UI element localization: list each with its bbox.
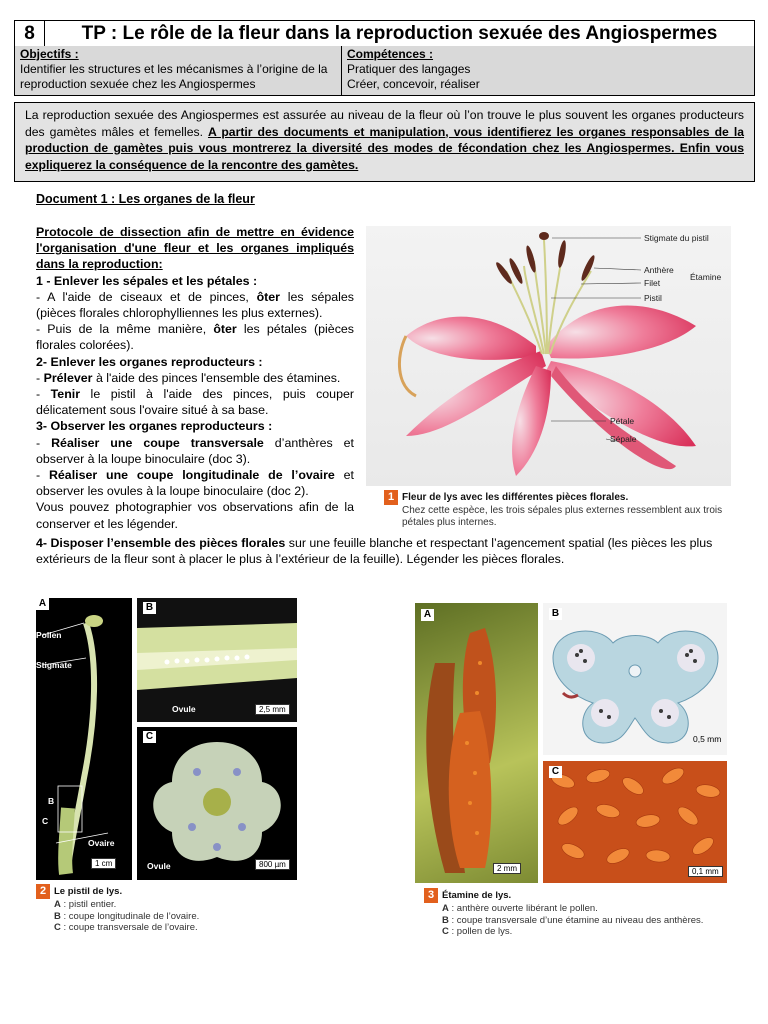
caption-line: : pistil entier. [63, 899, 117, 910]
title-bar [14, 20, 755, 47]
step-text: - [36, 468, 49, 483]
lily-illustration [366, 226, 731, 486]
label-stigmate: Stigmate du pistil [644, 233, 709, 243]
label-filet: Filet [644, 278, 661, 288]
step-text: à l'aide des pinces l'ensemble des étamines. [92, 370, 341, 385]
scale-bar: 0,5 mm [693, 734, 722, 744]
step-verb: Réaliser une coupe transversale [51, 435, 264, 450]
caption-title: Le pistil de lys. [54, 886, 123, 897]
label-anthere: Anthère [644, 265, 674, 275]
label-ovule-c: Ovule [147, 861, 171, 871]
step-verb: Réaliser une coupe longitudinale de l’ovaire [48, 468, 335, 483]
caption-text: Chez cette espèce, les trois sépales plus externes ressemblent aux trois pétales plus internes. [402, 505, 723, 528]
stamen-panel-c [543, 761, 727, 883]
label-mark-b: B [48, 796, 55, 806]
panel-label: B [143, 602, 156, 614]
panel-label: A [36, 598, 49, 610]
objectives-text: Identifier les structures et les mécanismes à l’origine de la reproduction sexuée chez les Angiospermes [20, 62, 328, 91]
skills-cell [342, 46, 754, 95]
step-text: et observer les ovules à la loupe binoculaire (doc 2). [36, 468, 354, 499]
caption-title: Étamine de lys. [442, 890, 512, 901]
pistil-drawing [36, 598, 132, 880]
step-1-title: 1 - Enlever les sépales et les pétales [36, 273, 250, 288]
caption-line: : anthère ouverte libérant le pollen. [451, 903, 598, 914]
panel-label: B [549, 608, 562, 620]
panel-label: A [421, 609, 434, 621]
caption-key: B [442, 914, 449, 926]
figure-3-caption [424, 888, 744, 938]
caption-key: A [442, 903, 449, 914]
panel-label: C [143, 731, 156, 743]
skill-item: Créer, concevoir, réaliser [347, 77, 480, 91]
skills-label: Compétences : [347, 47, 434, 61]
figure-number-badge: 3 [424, 888, 438, 903]
lily-figure [366, 226, 731, 486]
caption-key: C [442, 926, 449, 937]
intro-emphasis: A partir des documents et manipulation, vous identifierez les organes responsables de la production de gamètes puis vous montrerez la diversité des modes de fécondation chez les Angiospermes. Enfin vous expliquerez la conséquence de la rencontre des gamètes. [25, 124, 744, 172]
objectives-label: Objectifs : [20, 47, 79, 61]
pollen-grains [543, 761, 727, 883]
caption-key: C [54, 922, 61, 933]
step-text: - [36, 435, 52, 450]
objectives-cell [15, 46, 342, 95]
stamen-panel-b [543, 603, 727, 755]
step-3-title: 3- Observer les organes reproducteurs : [36, 419, 273, 434]
protocol-title: Protocole de dissection afin de mettre en évidence l'organisation d'une fleur et les organes impliqués dans la reproduction: [36, 225, 354, 272]
skill-item: Pratiquer des langages [347, 62, 471, 76]
label-pistil: Pistil [644, 293, 662, 303]
step-text: les pétales (pièces florales colorées). [36, 322, 354, 353]
label-ovule-b: Ovule [172, 704, 196, 714]
step-verb: ôter [213, 322, 237, 337]
scale-bar: 2 mm [493, 863, 521, 874]
scale-bar: 0,1 mm [688, 866, 723, 877]
caption-line: : coupe longitudinale de l’ovaire. [63, 910, 200, 922]
scale-bar: 1 cm [91, 858, 116, 869]
label-mark-c: C [42, 816, 49, 826]
step-2-title: 2- Enlever les organes reproducteurs : [36, 354, 263, 369]
step-text: Vous pouvez photographier vos observations afin de la conserver et les légender. [36, 500, 354, 531]
anther-cross-section [543, 603, 727, 755]
step-1-colon: : [249, 273, 258, 288]
anther-drawing [415, 603, 538, 883]
scale-bar: 800 µm [255, 859, 290, 870]
step-4-title: 4- Disposer l’ensemble des pièces florales [36, 536, 286, 550]
label-etamine: Étamine [690, 272, 722, 282]
page-title: TP : Le rôle de la fleur dans la reproduction sexuée des Angiospermes [81, 22, 718, 44]
protocol-text [36, 224, 354, 532]
step-text: les sépales (pièces florales chlorophylliennes les plus externes). [36, 289, 355, 321]
figure-number-badge: 1 [384, 490, 398, 505]
scale-bar: 2,5 mm [255, 704, 290, 715]
step-4-text: sur une feuille blanche et respectant l’agencement spatial (les pièces les plus extérieurs de la fleur sont à placer le plus à l’extérieur de la feuille). Légender les pièces florales. [36, 536, 713, 567]
intro-text: La reproduction sexuée des Angiospermes est assurée au niveau de la fleur où l’on trouve le plus souvent les organes producteurs des gamètes mâles et femelles. [25, 108, 744, 139]
panel-label: C [549, 766, 562, 778]
ovary-cross-section [137, 727, 297, 880]
step-text: d’anthères et observer à la loupe binoculaire (doc 3). [36, 435, 354, 466]
document-title: Document 1 : Les organes de la fleur [36, 192, 255, 206]
caption-line: : pollen de lys. [451, 926, 513, 937]
step-text: - [36, 370, 44, 385]
step-verb: ôter [256, 289, 280, 304]
objectives-row [14, 46, 755, 96]
step-verb: Tenir [50, 387, 81, 402]
caption-key: A [54, 899, 61, 910]
label-stigmate-2: Stigmate [36, 660, 72, 670]
step-4 [36, 535, 758, 567]
label-pollen: Pollen [36, 630, 62, 640]
pistil-panel-c [137, 727, 297, 880]
step-text: - Puis de la même manière, [36, 322, 214, 337]
step-text: - A l'aide de ciseaux et de pinces, [36, 289, 257, 304]
caption-line: : coupe transversale de l’ovaire. [63, 922, 198, 933]
figure-2-caption [36, 884, 306, 934]
label-ovaire: Ovaire [88, 838, 115, 848]
figure-1-caption [384, 490, 744, 529]
intro-box [14, 102, 755, 182]
label-petale: Pétale [610, 416, 635, 426]
step-verb: Prélever [43, 370, 93, 385]
pistil-panel-a [36, 598, 132, 880]
step-text: - [36, 387, 51, 402]
stamen-panel-a [415, 603, 538, 883]
caption-key: B [54, 910, 61, 922]
caption-line: : coupe transversale d’une étamine au niveau des anthères. [451, 914, 704, 926]
figure-number-badge: 2 [36, 884, 50, 899]
caption-title: Fleur de lys avec les différentes pièces florales. [402, 492, 629, 503]
step-text: le pistil à l'aide des pinces, puis couper délicatement sous l'ovaire situé à sa base. [36, 387, 354, 418]
tp-number: 8 [15, 21, 45, 46]
pistil-panel-b [137, 598, 297, 722]
label-sepale: Sépale [610, 434, 637, 444]
